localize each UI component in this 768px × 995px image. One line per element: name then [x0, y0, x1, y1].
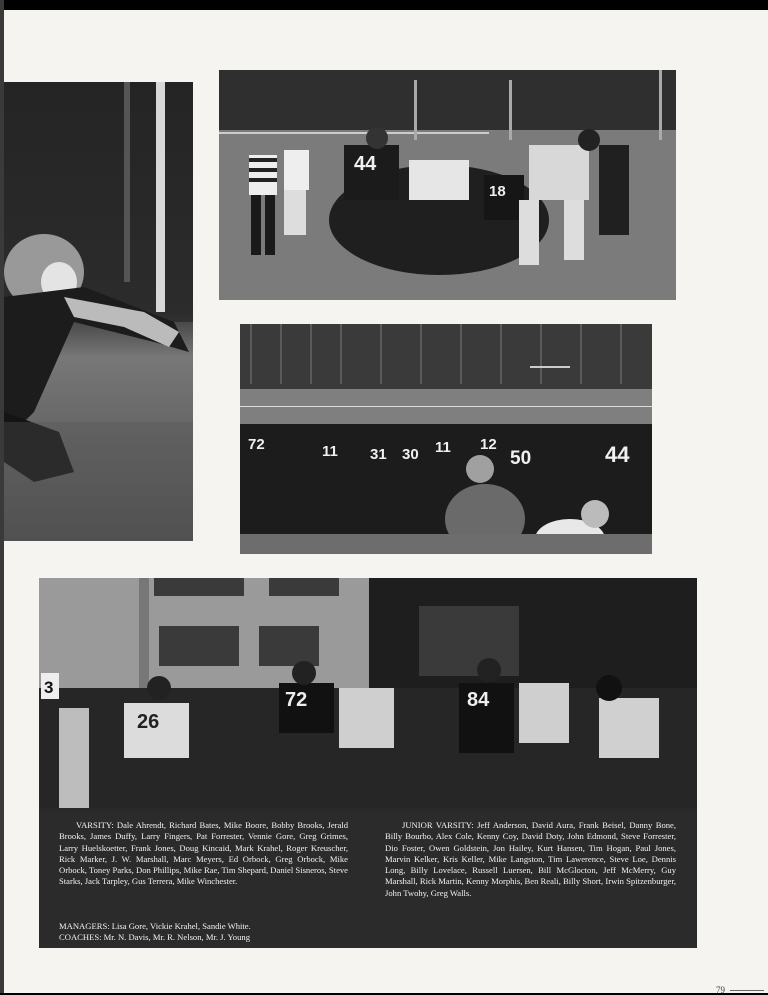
- photo-diving-player: [4, 82, 193, 541]
- svg-text:12: 12: [480, 436, 497, 453]
- scan-top-edge: [0, 0, 768, 10]
- svg-text:31: 31: [370, 446, 387, 463]
- managers-line: MANAGERS: Lisa Gore, Vickie Krahel, Sandie White.: [59, 921, 251, 931]
- svg-text:3: 3: [44, 678, 54, 697]
- jv-label: JUNIOR VARSITY:: [402, 820, 474, 830]
- page-number: 79: [716, 985, 725, 995]
- svg-text:30: 30: [402, 446, 419, 463]
- svg-text:11: 11: [322, 443, 338, 460]
- svg-text:26: 26: [137, 711, 160, 733]
- photo-game-action-top: [219, 70, 676, 300]
- staff-list: [59, 921, 359, 944]
- varsity-roster: [59, 820, 348, 888]
- svg-text:18: 18: [489, 183, 506, 200]
- jv-names: Jeff Anderson, David Aura, Frank Beisel, Danny Bone, Billy Bourbo, Alex Cole, Kenny Coy, David Doty, John Edmond, Steve Forrester, Dio Foster, Owen Goldstein, Jon Hailey, Kurt Hansen, Tim Hogan, Paul Jones, Marvin Kelker, Kris Keller, Mike Langston, Tim Lawerence, Steve Loe, Dennis Long, Billy Lovelace, Russell Luersen, Bill McGlocton, Jeff McMerry, Guy Marshall, Rick Martin, Kenny Morphis, Ben Reali, Billy Short, Irwin Spitzenburger, John Twohy, Greg Walls.: [385, 820, 677, 898]
- coaches-line: COACHES: Mr. N. Davis, Mr. R. Nelson, Mr. J. Young: [59, 932, 250, 943]
- varsity-label: VARSITY:: [76, 820, 114, 830]
- svg-text:44: 44: [605, 442, 630, 467]
- svg-text:84: 84: [467, 689, 490, 711]
- svg-text:11: 11: [435, 439, 451, 456]
- varsity-names: Dale Ahrendt, Richard Bates, Mike Boore, Bobby Brooks, Jerald Brooks, James Duffy, Larry Fingers, Pat Forrester, Vennie Gore, Greg Grimes, Larry Huelskoetter, Frank Jones, Doug Kincaid, Mark Krahel, Roger Kreuscher, Rick Marker, J. W. Marshall, Marc Meyers, Ed Orbock, Greg Orbock, Mike Orbock, Toney Parks, Don Phillips, Mike Rae, Tim Shepard, Daniel Sisneros, Steve Starks, Jack Tarpley, Gus Terrera, Mike Winchester.: [59, 820, 348, 887]
- svg-text:72: 72: [248, 436, 265, 453]
- svg-text:44: 44: [354, 153, 377, 175]
- svg-text:72: 72: [285, 689, 308, 711]
- svg-text:50: 50: [510, 448, 532, 469]
- photo-team-sideline: [240, 324, 652, 554]
- page-number-rule: [730, 990, 764, 991]
- jv-roster: [385, 820, 676, 899]
